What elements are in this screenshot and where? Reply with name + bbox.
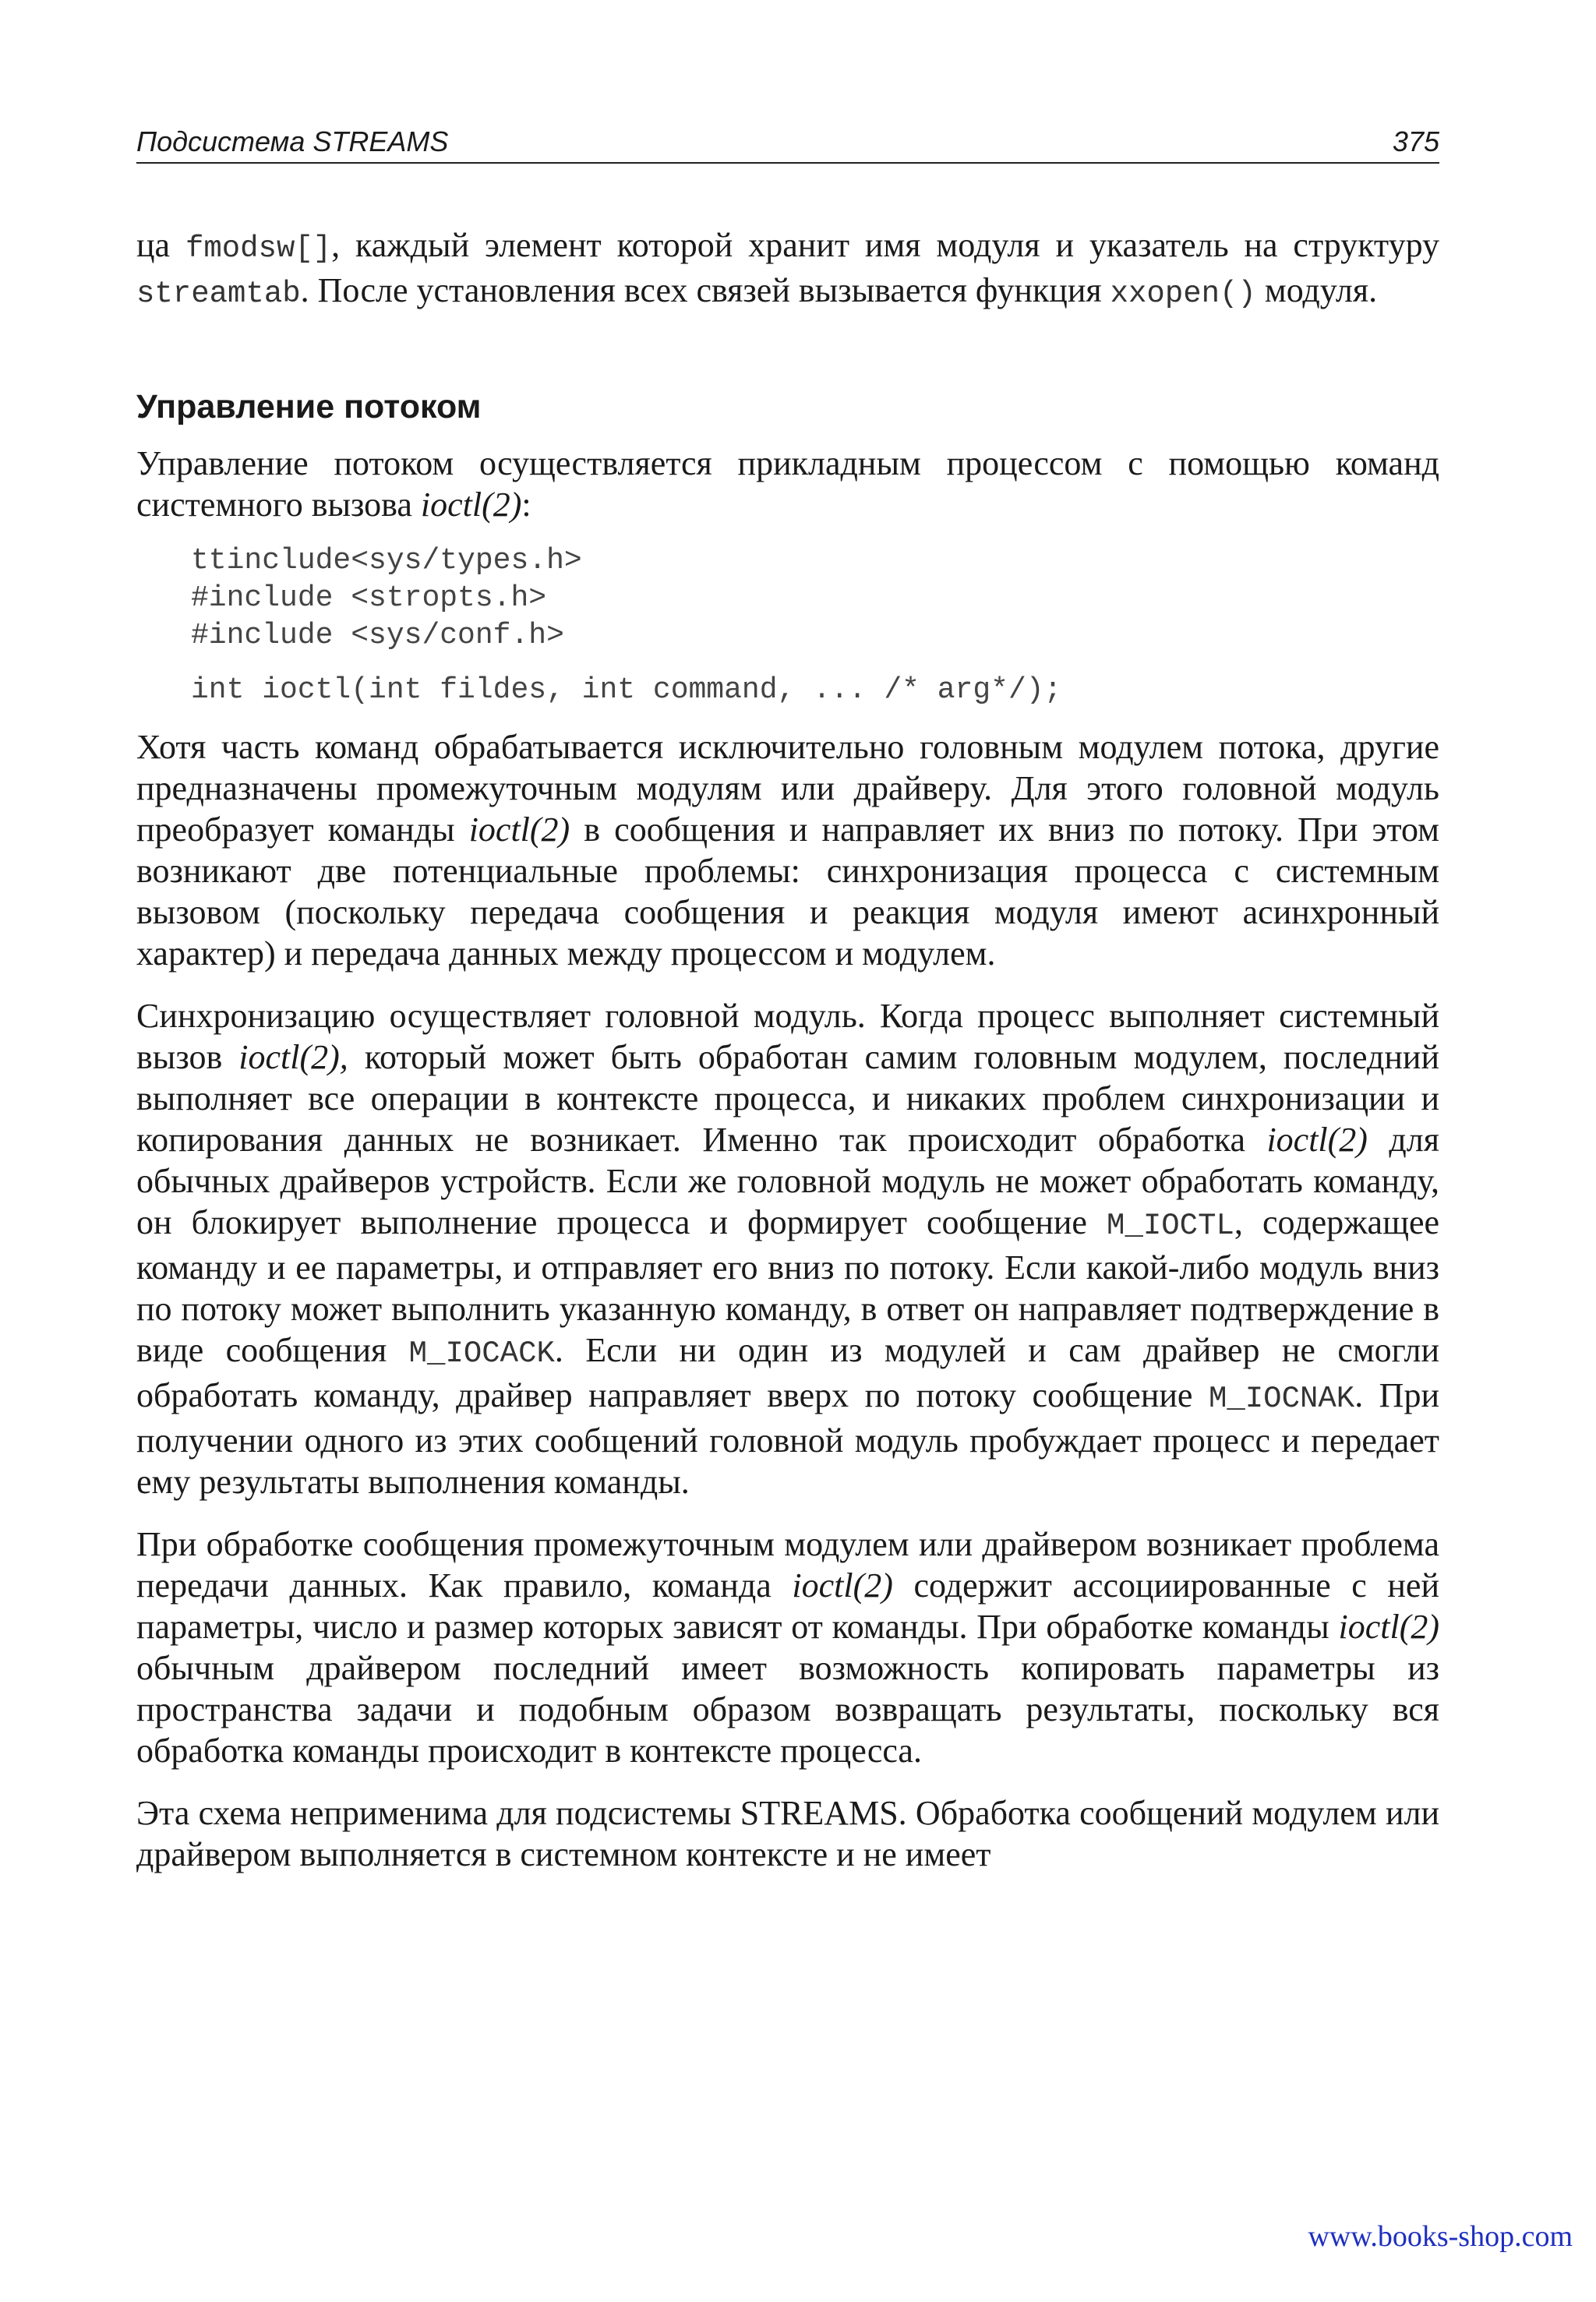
code-line: ttinclude<sys/types.h> [191, 544, 582, 577]
running-header [136, 123, 1439, 164]
italic-term: ioctl(2) [1266, 1121, 1368, 1159]
italic-term: ioctl(2) [1338, 1608, 1439, 1646]
paragraph [136, 726, 1439, 974]
text-run: содержит ассоциированные с ней параметры, число и размер которых зависят от команды. При обработке команды [136, 1566, 1439, 1646]
text-run: ца [136, 226, 185, 264]
code-line: int ioctl(int fildes, int command, ... /* arg*/); [191, 673, 1062, 707]
text-run: Хотя часть команд обрабатывается исключительно головным модулем потока, другие предназначены промежуточным модулям или драйверу. Для этого головной модуль преобразует команды [136, 728, 1439, 849]
italic-term: ioctl(2) [792, 1566, 893, 1605]
text-run: . После установления всех связей вызывается функция [300, 271, 1110, 309]
text-run: обычным драйвером последний имеет возможность копировать параметры из пространства задачи и подобным образом возвращать результаты, поскольку вся обработка команды происходит в контексте процесса. [136, 1649, 1439, 1770]
paragraph [136, 995, 1439, 1502]
code-term: M_IOCACK [408, 1336, 555, 1371]
code-term: M_IOCNAK [1208, 1382, 1355, 1416]
text-run: При обработке сообщения промежуточным модулем или драйвером возникает проблема передачи данных. Как правило, команда [136, 1525, 1439, 1605]
text-run: для обычных драйверов устройств. Если же головной модуль не может обработать команду, он блокирует выполнение процесса и формирует сообщение [136, 1121, 1439, 1241]
text-run: Синхронизацию осуществляет головной модуль. Когда процесс выполняет системный вызов [136, 997, 1439, 1076]
text-run: модуля. [1255, 271, 1378, 309]
page-number: 375 [1392, 125, 1439, 157]
chapter-title: Подсистема STREAMS [136, 125, 449, 157]
italic-term: ioctl(2) [468, 810, 570, 849]
code-term: M_IOCTL [1107, 1209, 1234, 1243]
page-body [136, 224, 1439, 1875]
text-run: , каждый элемент которой хранит имя модуля и указатель на структуру [331, 226, 1440, 264]
code-listing [191, 542, 1439, 709]
paragraph-intro [136, 443, 1439, 525]
code-term: fmodsw[] [185, 231, 332, 266]
code-line: #include <sys/conf.h> [191, 619, 564, 652]
section-heading: Управление потоком [136, 388, 482, 425]
text-run: Управление потоком осуществляется прикладным процессом с помощью команд системного вызова [136, 444, 1439, 524]
code-line: #include <stropts.h> [191, 581, 547, 615]
text-run: . Если ни один из модулей и сам драйвер не смогли обработать команду, драйвер направляет вверх по потоку сообщение [136, 1331, 1440, 1414]
text-run: Эта схема неприменима для подсистемы STREAMS. Обработка сообщений модулем или драйвером выполняется в системном контексте и не имеет [136, 1794, 1439, 1873]
paragraph-continuation [136, 224, 1439, 315]
watermark-link[interactable]: www.books-shop.com [1308, 2220, 1573, 2253]
italic-term: ioctl(2) [420, 485, 522, 524]
text-run: , содержащее команду и ее параметры, и отправляет его вниз по потоку. Если какой-либо модуль вниз по потоку может выполнить указанную команду, в ответ он направляет подтверждение в виде сообщения [136, 1203, 1440, 1369]
code-term: streamtab [136, 277, 301, 311]
code-term: xxopen() [1110, 277, 1256, 311]
italic-term: ioctl(2), [238, 1038, 348, 1076]
text-run: который может быть обработан самим головным модулем, последний выполняет все операции в контексте процесса, и никаких проблем синхронизации и копирования данных не возникает. Именно так происходит обработка [136, 1038, 1439, 1159]
text-run: . При получении одного из этих сообщений головной модуль пробуждает процесс и передает ему результаты выполнения команды. [136, 1376, 1440, 1501]
text-run: : [521, 485, 531, 524]
text-run: в сообщения и направляет их вниз по потоку. При этом возникают две потенциальные проблемы: синхронизация процесса с системным вызовом (поскольку передача сообщения и реакция модуля имеют асинхронный характер) и передача данных между процессом и модулем. [136, 810, 1439, 973]
paragraph [136, 1792, 1439, 1875]
paragraph [136, 1523, 1439, 1771]
